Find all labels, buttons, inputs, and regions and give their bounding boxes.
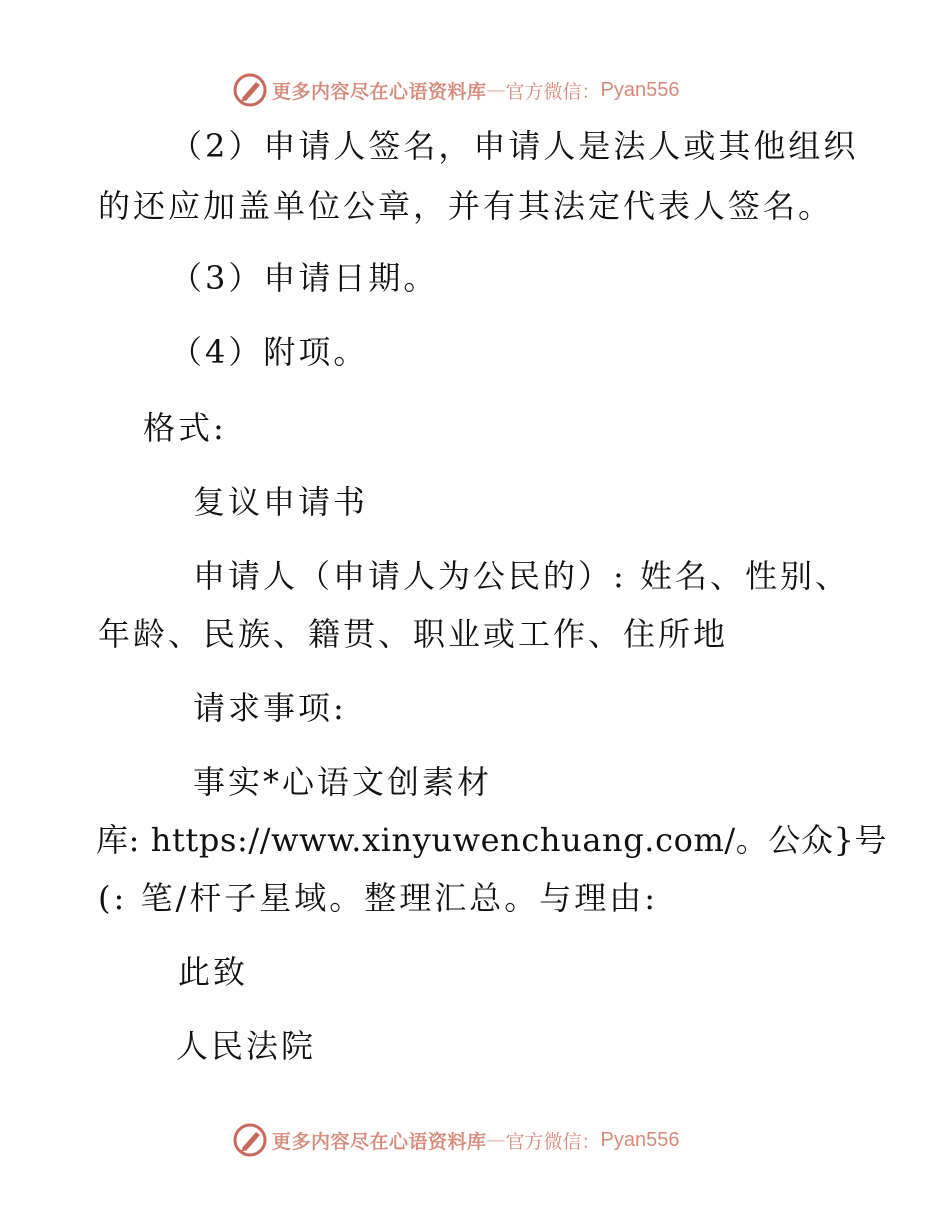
pen-logo-icon <box>232 72 268 108</box>
form-title: 复议申请书 <box>193 483 369 521</box>
paragraph-line: 年龄、民族、籍贯、职业或工作、住所地 <box>98 615 729 653</box>
header-watermark <box>232 70 680 110</box>
paragraph-line: 事实*心语文创素材 <box>193 763 493 801</box>
paragraph-line: 请求事项: <box>193 689 347 727</box>
addressee-line: 人民法院 <box>176 1027 317 1065</box>
closing-line: 此致 <box>178 953 249 991</box>
paragraph-line: （2）申请人签名，申请人是法人或其他组织 <box>170 127 859 165</box>
footer-watermark <box>232 1120 680 1160</box>
banner-wechat-label: 官方微信： <box>505 1130 601 1153</box>
banner-wechat-id: Pyan556 <box>600 78 680 101</box>
paragraph-line: 的还应加盖单位公章，并有其法定代表人签名。 <box>98 187 834 225</box>
banner-dash: — <box>486 79 506 101</box>
paragraph-line: (: 笔/杆子星域。整理汇总。与理由: <box>98 879 659 917</box>
banner-text: 更多内容尽在心语资料库 <box>272 1130 487 1153</box>
paragraph-line: 申请人（申请人为公民的）: 姓名、性别、 <box>193 557 850 595</box>
pen-logo-icon <box>232 1122 268 1158</box>
section-label: 格式: <box>143 409 227 447</box>
banner-dash: — <box>486 1129 506 1151</box>
paragraph-line: （3）申请日期。 <box>170 259 439 297</box>
banner-text: 更多内容尽在心语资料库 <box>272 80 487 103</box>
banner-wechat-id: Pyan556 <box>600 1128 680 1151</box>
paragraph-line: （4）附项。 <box>170 333 369 371</box>
paragraph-line: 库: https://www.xinyuwenchuang.com/。公众}号 <box>96 821 888 859</box>
banner-wechat-label: 官方微信： <box>505 80 601 103</box>
